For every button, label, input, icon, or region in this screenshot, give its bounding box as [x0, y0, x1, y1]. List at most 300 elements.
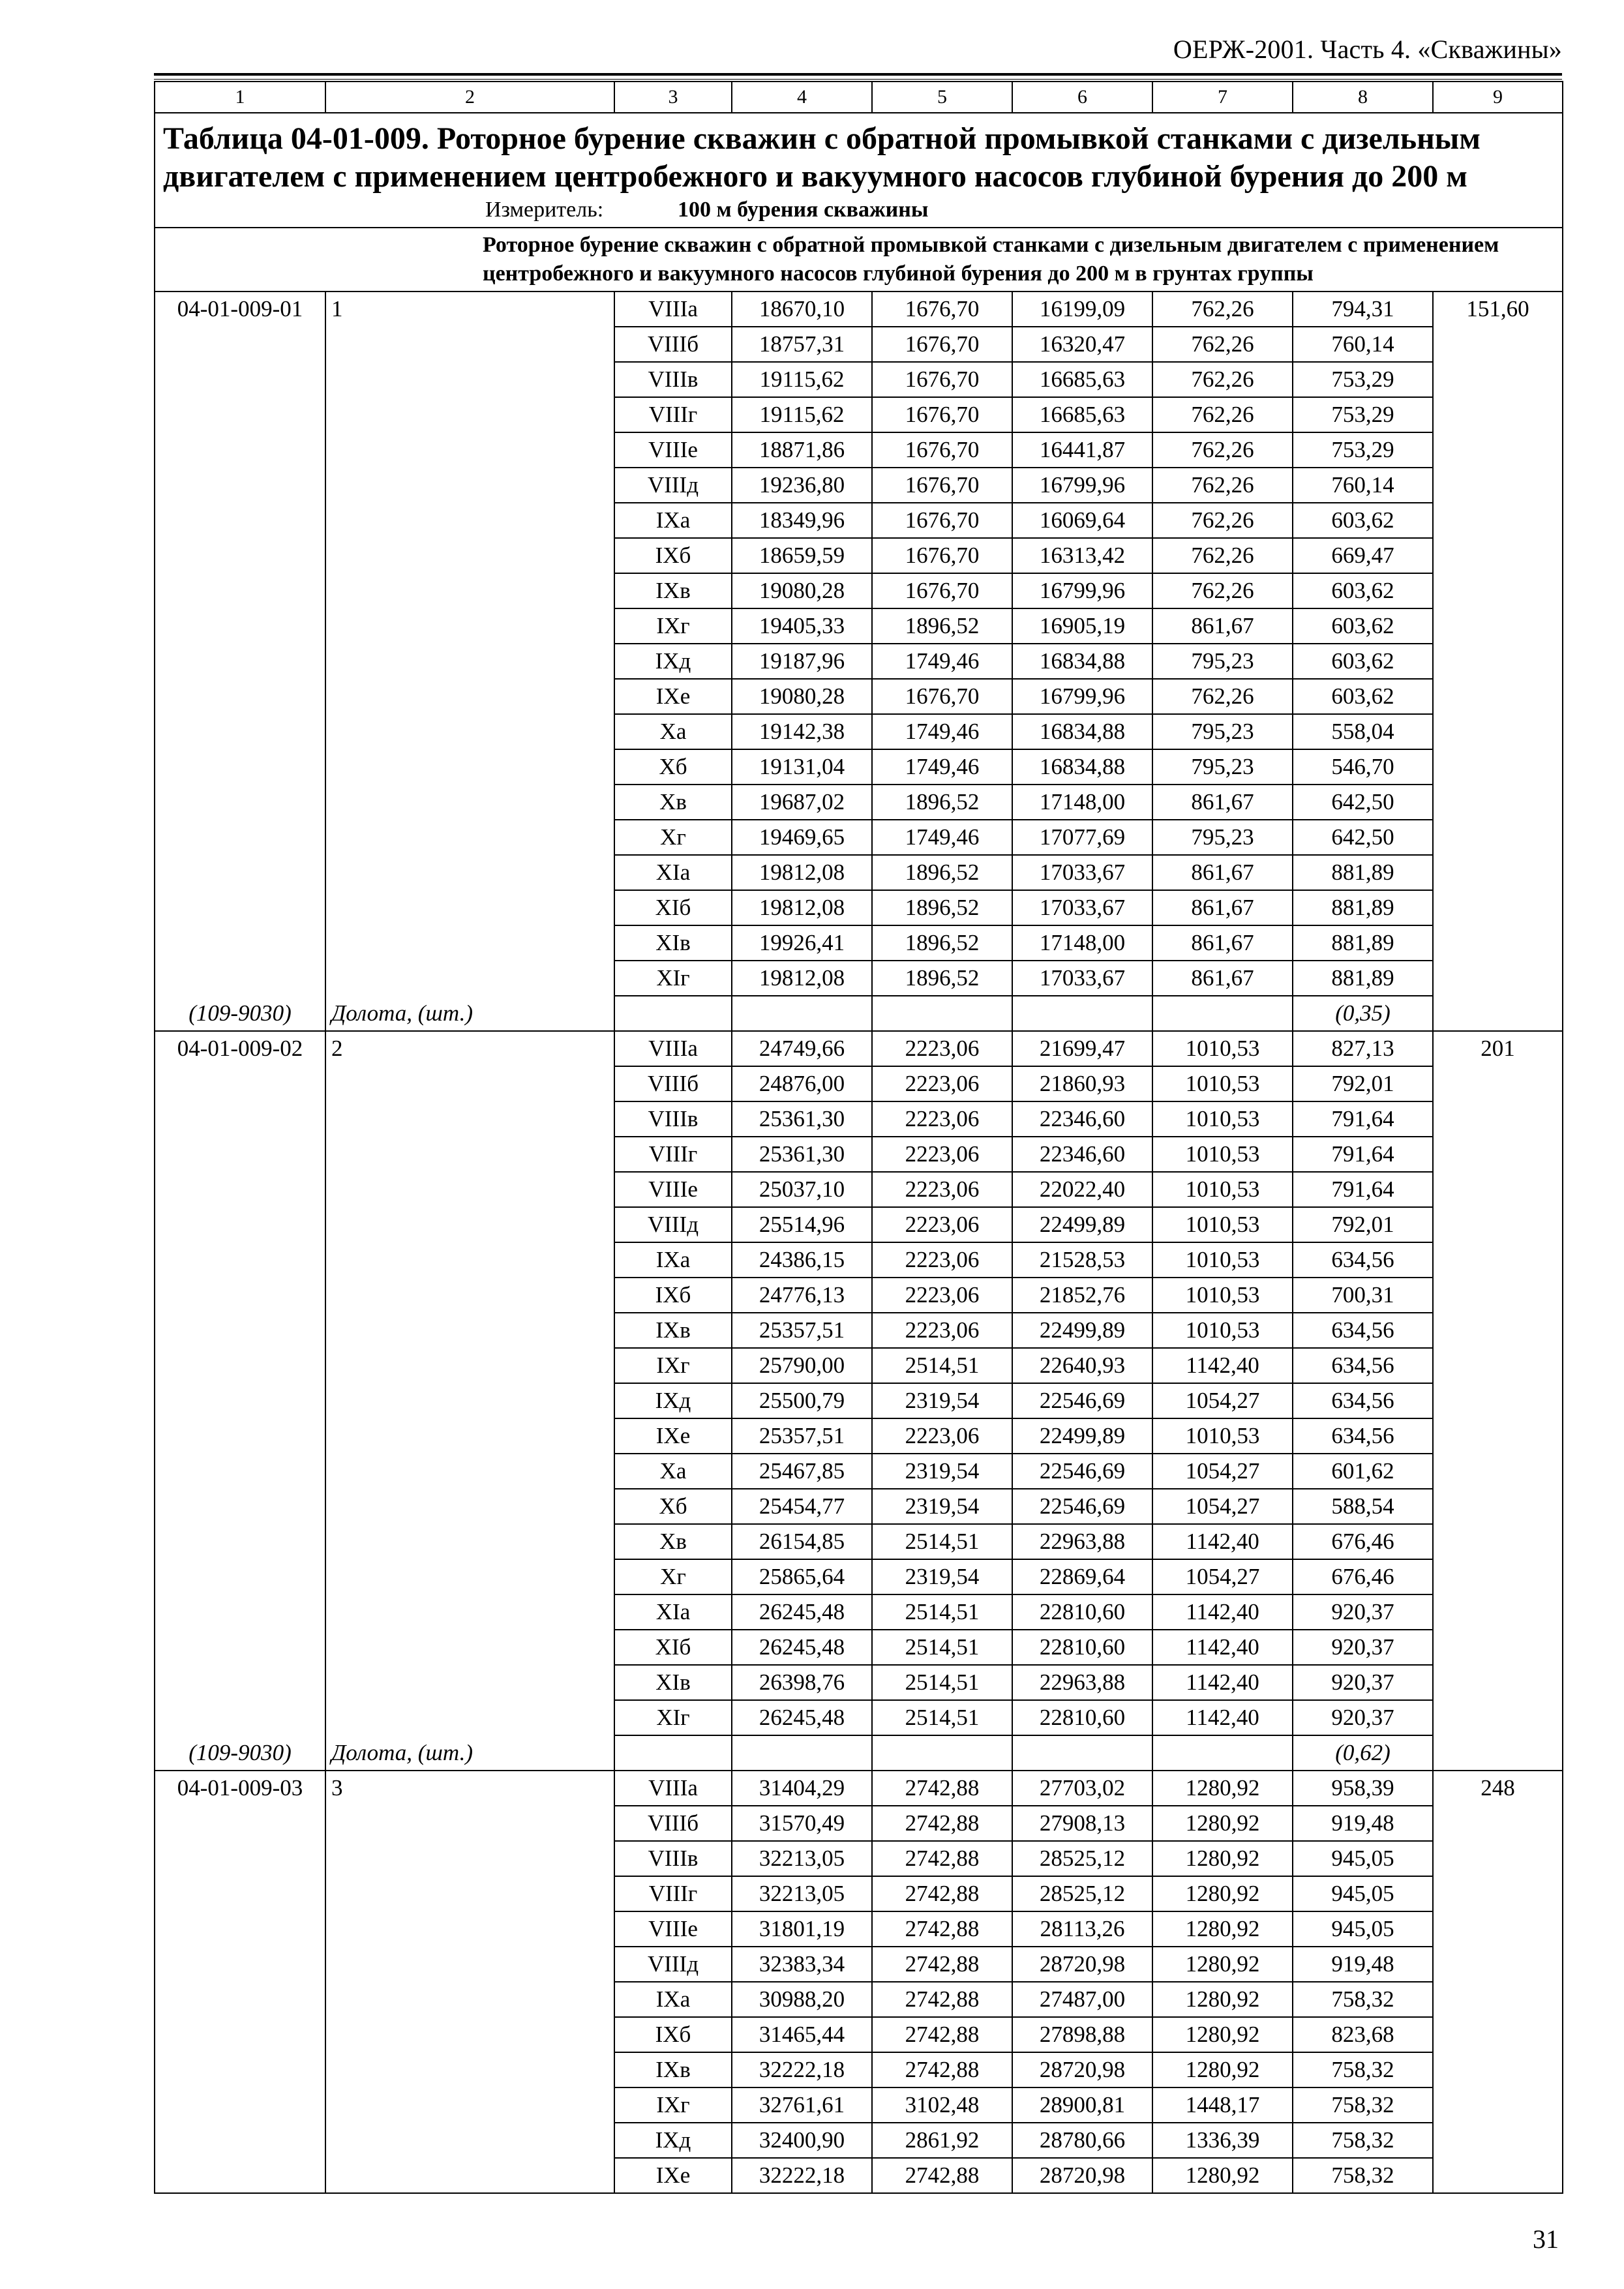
machine-operation: 16320,47 [1012, 327, 1152, 362]
machine-wages: 1142,40 [1152, 1348, 1293, 1383]
empty-cell [1152, 996, 1293, 1031]
labor-wages: 2742,88 [872, 2158, 1012, 2193]
machine-operation: 16313,42 [1012, 538, 1152, 573]
price-table [154, 81, 1563, 2194]
machine-operation: 22810,60 [1012, 1630, 1152, 1665]
labor-wages: 2861,92 [872, 2123, 1012, 2158]
machine-wages: 1142,40 [1152, 1524, 1293, 1559]
empty-cell [872, 996, 1012, 1031]
machine-operation: 28720,98 [1012, 2052, 1152, 2087]
materials: 634,56 [1293, 1383, 1433, 1418]
header-rule [154, 73, 1562, 76]
machine-operation: 16799,96 [1012, 679, 1152, 714]
total-cost: 19080,28 [732, 679, 872, 714]
machine-wages: 1054,27 [1152, 1489, 1293, 1524]
machine-wages: 1010,53 [1152, 1101, 1293, 1137]
rate-code: 04-01-009-03 [177, 1775, 303, 1801]
empty-cell [1152, 1735, 1293, 1771]
materials: 669,47 [1293, 538, 1433, 573]
labor-cost: 151,60 [1466, 296, 1529, 322]
labor-wages: 1676,70 [872, 468, 1012, 503]
table-row [155, 292, 1563, 327]
machine-operation: 22963,88 [1012, 1665, 1152, 1700]
column-number: 5 [872, 82, 1012, 113]
empty-cell [614, 996, 732, 1031]
machine-operation: 22346,60 [1012, 1137, 1152, 1172]
column-number: 1 [155, 82, 325, 113]
machine-wages: 762,26 [1152, 327, 1293, 362]
soil-group: VIIIв [614, 1101, 732, 1137]
machine-wages: 1010,53 [1152, 1066, 1293, 1101]
machine-wages: 1280,92 [1152, 1911, 1293, 1947]
materials: 558,04 [1293, 714, 1433, 749]
resource-value: (0,35) [1293, 996, 1433, 1031]
machine-wages: 1010,53 [1152, 1418, 1293, 1454]
materials: 791,64 [1293, 1172, 1433, 1207]
soil-group: IXд [614, 1383, 732, 1418]
rate-code-cell [155, 1771, 325, 2193]
soil-group: Xг [614, 820, 732, 855]
machine-wages: 1280,92 [1152, 1876, 1293, 1911]
machine-operation: 16685,63 [1012, 397, 1152, 432]
materials: 601,62 [1293, 1454, 1433, 1489]
total-cost: 31465,44 [732, 2017, 872, 2052]
soil-group: IXа [614, 1242, 732, 1278]
machine-wages: 1010,53 [1152, 1031, 1293, 1066]
materials: 881,89 [1293, 890, 1433, 925]
rate-number-cell [325, 1771, 614, 2193]
total-cost: 19236,80 [732, 468, 872, 503]
total-cost: 19405,33 [732, 608, 872, 644]
labor-wages: 1676,70 [872, 362, 1012, 397]
labor-wages: 1676,70 [872, 679, 1012, 714]
labor-wages: 2742,88 [872, 1876, 1012, 1911]
total-cost: 25467,85 [732, 1454, 872, 1489]
labor-wages: 1676,70 [872, 573, 1012, 608]
total-cost: 18659,59 [732, 538, 872, 573]
total-cost: 24776,13 [732, 1278, 872, 1313]
soil-group: Xб [614, 749, 732, 785]
labor-wages: 2223,06 [872, 1031, 1012, 1066]
labor-wages: 2319,54 [872, 1454, 1012, 1489]
materials: 603,62 [1293, 679, 1433, 714]
total-cost: 25361,30 [732, 1137, 872, 1172]
running-header: ОЕРЖ-2001. Часть 4. «Скважины» [1173, 35, 1562, 64]
materials: 588,54 [1293, 1489, 1433, 1524]
machine-operation: 16199,09 [1012, 292, 1152, 327]
soil-group: VIIIб [614, 1066, 732, 1101]
materials: 920,37 [1293, 1665, 1433, 1700]
machine-wages: 861,67 [1152, 890, 1293, 925]
total-cost: 19080,28 [732, 573, 872, 608]
labor-wages: 1676,70 [872, 538, 1012, 573]
materials: 958,39 [1293, 1771, 1433, 1806]
soil-group: IXб [614, 1278, 732, 1313]
total-cost: 25865,64 [732, 1559, 872, 1594]
machine-operation: 21852,76 [1012, 1278, 1152, 1313]
materials: 603,62 [1293, 644, 1433, 679]
unit-value: 100 м бурения скважины [678, 198, 929, 222]
table-row [155, 1771, 1563, 1806]
machine-wages: 1280,92 [1152, 1947, 1293, 1982]
machine-operation: 28113,26 [1012, 1911, 1152, 1947]
total-cost: 26245,48 [732, 1630, 872, 1665]
soil-group: XIа [614, 1594, 732, 1630]
labor-wages: 2742,88 [872, 2052, 1012, 2087]
labor-wages: 2514,51 [872, 1594, 1012, 1630]
machine-operation: 17148,00 [1012, 785, 1152, 820]
total-cost: 19812,08 [732, 961, 872, 996]
total-cost: 32222,18 [732, 2158, 872, 2193]
soil-group: IXв [614, 573, 732, 608]
soil-group: VIIIв [614, 1841, 732, 1876]
materials: 945,05 [1293, 1876, 1433, 1911]
machine-operation: 16905,19 [1012, 608, 1152, 644]
soil-group: VIIIв [614, 362, 732, 397]
machine-operation: 28525,12 [1012, 1876, 1152, 1911]
labor-wages: 2223,06 [872, 1101, 1012, 1137]
machine-wages: 1054,27 [1152, 1559, 1293, 1594]
table-subtitle: Роторное бурение скважин с обратной промывкой станками с дизельным двигателем с применением центробежного и вакуумного насосов глубиной бурения до 200 м в грунтах группы [483, 233, 1499, 286]
soil-group: VIIIа [614, 1031, 732, 1066]
total-cost: 25500,79 [732, 1383, 872, 1418]
total-cost: 26245,48 [732, 1700, 872, 1735]
materials: 881,89 [1293, 925, 1433, 961]
machine-wages: 1010,53 [1152, 1207, 1293, 1242]
machine-operation: 16834,88 [1012, 644, 1152, 679]
total-cost: 32400,90 [732, 2123, 872, 2158]
machine-wages: 795,23 [1152, 820, 1293, 855]
labor-wages: 1749,46 [872, 714, 1012, 749]
labor-wages: 2223,06 [872, 1137, 1012, 1172]
materials: 827,13 [1293, 1031, 1433, 1066]
machine-operation: 17033,67 [1012, 855, 1152, 890]
machine-wages: 861,67 [1152, 785, 1293, 820]
materials: 758,32 [1293, 2052, 1433, 2087]
materials: 823,68 [1293, 2017, 1433, 2052]
resource-code: (109-9030) [188, 1000, 292, 1026]
machine-wages: 762,26 [1152, 503, 1293, 538]
soil-group: IXа [614, 503, 732, 538]
labor-wages: 2514,51 [872, 1700, 1012, 1735]
soil-group: IXг [614, 1348, 732, 1383]
total-cost: 18871,86 [732, 432, 872, 468]
total-cost: 18757,31 [732, 327, 872, 362]
machine-operation: 17033,67 [1012, 961, 1152, 996]
soil-group: IXд [614, 2123, 732, 2158]
labor-wages: 2742,88 [872, 1841, 1012, 1876]
machine-wages: 762,26 [1152, 292, 1293, 327]
machine-operation: 21860,93 [1012, 1066, 1152, 1101]
total-cost: 26398,76 [732, 1665, 872, 1700]
materials: 676,46 [1293, 1559, 1433, 1594]
rate-number: 2 [331, 1036, 343, 1061]
labor-wages: 2223,06 [872, 1066, 1012, 1101]
labor-wages: 1896,52 [872, 961, 1012, 996]
materials: 919,48 [1293, 1806, 1433, 1841]
machine-wages: 1142,40 [1152, 1594, 1293, 1630]
machine-wages: 1010,53 [1152, 1137, 1293, 1172]
labor-wages: 2514,51 [872, 1665, 1012, 1700]
labor-wages: 1676,70 [872, 432, 1012, 468]
materials: 758,32 [1293, 2123, 1433, 2158]
labor-wages: 1896,52 [872, 925, 1012, 961]
soil-group: XIг [614, 961, 732, 996]
machine-wages: 1054,27 [1152, 1383, 1293, 1418]
machine-operation: 17148,00 [1012, 925, 1152, 961]
total-cost: 18349,96 [732, 503, 872, 538]
soil-group: IXе [614, 679, 732, 714]
labor-wages: 2223,06 [872, 1172, 1012, 1207]
machine-wages: 1280,92 [1152, 1982, 1293, 2017]
labor-cost-cell [1433, 1771, 1563, 2193]
machine-wages: 762,26 [1152, 362, 1293, 397]
total-cost: 32761,61 [732, 2087, 872, 2123]
materials: 546,70 [1293, 749, 1433, 785]
machine-wages: 762,26 [1152, 397, 1293, 432]
machine-operation: 21528,53 [1012, 1242, 1152, 1278]
soil-group: Xв [614, 1524, 732, 1559]
machine-wages: 1336,39 [1152, 2123, 1293, 2158]
materials: 700,31 [1293, 1278, 1433, 1313]
labor-wages: 2319,54 [872, 1559, 1012, 1594]
materials: 791,64 [1293, 1101, 1433, 1137]
machine-operation: 16834,88 [1012, 749, 1152, 785]
soil-group: IXд [614, 644, 732, 679]
labor-wages: 1749,46 [872, 644, 1012, 679]
labor-wages: 2223,06 [872, 1242, 1012, 1278]
table-row [155, 1031, 1563, 1066]
materials: 881,89 [1293, 855, 1433, 890]
labor-wages: 2223,06 [872, 1418, 1012, 1454]
total-cost: 19812,08 [732, 890, 872, 925]
materials: 758,32 [1293, 2158, 1433, 2193]
soil-group: IXе [614, 1418, 732, 1454]
machine-operation: 16069,64 [1012, 503, 1152, 538]
table-subtitle-cell [155, 228, 1563, 292]
soil-group: VIIIе [614, 432, 732, 468]
machine-wages: 861,67 [1152, 855, 1293, 890]
machine-wages: 1010,53 [1152, 1278, 1293, 1313]
labor-wages: 1749,46 [872, 749, 1012, 785]
labor-wages: 1676,70 [872, 327, 1012, 362]
total-cost: 25454,77 [732, 1489, 872, 1524]
machine-operation: 27908,13 [1012, 1806, 1152, 1841]
labor-wages: 2742,88 [872, 1911, 1012, 1947]
resource-name: Долота, (шт.) [331, 1740, 473, 1765]
machine-operation: 16799,96 [1012, 573, 1152, 608]
labor-cost: 201 [1481, 1036, 1515, 1061]
total-cost: 25357,51 [732, 1418, 872, 1454]
machine-wages: 1448,17 [1152, 2087, 1293, 2123]
empty-cell [732, 1735, 872, 1771]
machine-operation: 22346,60 [1012, 1101, 1152, 1137]
machine-wages: 1142,40 [1152, 1700, 1293, 1735]
labor-wages: 1676,70 [872, 292, 1012, 327]
machine-wages: 1054,27 [1152, 1454, 1293, 1489]
labor-wages: 1676,70 [872, 397, 1012, 432]
rate-code-cell [155, 292, 325, 1031]
materials: 945,05 [1293, 1841, 1433, 1876]
labor-wages: 1749,46 [872, 820, 1012, 855]
materials: 753,29 [1293, 362, 1433, 397]
empty-cell [1012, 1735, 1152, 1771]
table-subtitle-row [155, 228, 1563, 292]
soil-group: VIIIб [614, 1806, 732, 1841]
machine-wages: 762,26 [1152, 679, 1293, 714]
total-cost: 25514,96 [732, 1207, 872, 1242]
soil-group: VIIIе [614, 1172, 732, 1207]
machine-wages: 1280,92 [1152, 1841, 1293, 1876]
total-cost: 19142,38 [732, 714, 872, 749]
labor-wages: 1896,52 [872, 785, 1012, 820]
total-cost: 19131,04 [732, 749, 872, 785]
labor-wages: 2319,54 [872, 1489, 1012, 1524]
column-number: 8 [1293, 82, 1433, 113]
labor-wages: 2514,51 [872, 1348, 1012, 1383]
labor-wages: 2514,51 [872, 1630, 1012, 1665]
machine-wages: 1280,92 [1152, 2158, 1293, 2193]
soil-group: IXб [614, 538, 732, 573]
materials: 791,64 [1293, 1137, 1433, 1172]
materials: 792,01 [1293, 1207, 1433, 1242]
machine-operation: 22963,88 [1012, 1524, 1152, 1559]
unit-label: Измеритель: [485, 198, 604, 222]
materials: 758,32 [1293, 2087, 1433, 2123]
soil-group: XIб [614, 1630, 732, 1665]
labor-wages: 2223,06 [872, 1313, 1012, 1348]
machine-wages: 1280,92 [1152, 2017, 1293, 2052]
soil-group: VIIIг [614, 1876, 732, 1911]
materials: 634,56 [1293, 1242, 1433, 1278]
total-cost: 24876,00 [732, 1066, 872, 1101]
machine-operation: 28720,98 [1012, 1947, 1152, 1982]
total-cost: 25357,51 [732, 1313, 872, 1348]
materials: 634,56 [1293, 1348, 1433, 1383]
machine-operation: 17077,69 [1012, 820, 1152, 855]
materials: 603,62 [1293, 573, 1433, 608]
soil-group: Xв [614, 785, 732, 820]
machine-wages: 1142,40 [1152, 1665, 1293, 1700]
soil-group: VIIIг [614, 397, 732, 432]
machine-wages: 795,23 [1152, 644, 1293, 679]
machine-operation: 22499,89 [1012, 1207, 1152, 1242]
soil-group: IXа [614, 1982, 732, 2017]
materials: 792,01 [1293, 1066, 1433, 1101]
machine-operation: 22810,60 [1012, 1700, 1152, 1735]
machine-operation: 22810,60 [1012, 1594, 1152, 1630]
soil-group: IXб [614, 2017, 732, 2052]
materials: 919,48 [1293, 1947, 1433, 1982]
labor-wages: 2742,88 [872, 1947, 1012, 1982]
total-cost: 32222,18 [732, 2052, 872, 2087]
machine-wages: 1010,53 [1152, 1313, 1293, 1348]
total-cost: 19187,96 [732, 644, 872, 679]
empty-cell [872, 1735, 1012, 1771]
machine-operation: 16834,88 [1012, 714, 1152, 749]
soil-group: XIв [614, 925, 732, 961]
soil-group: IXв [614, 2052, 732, 2087]
machine-operation: 22499,89 [1012, 1418, 1152, 1454]
materials: 642,50 [1293, 785, 1433, 820]
materials: 634,56 [1293, 1418, 1433, 1454]
total-cost: 31801,19 [732, 1911, 872, 1947]
unit-of-measure [163, 196, 1557, 224]
machine-operation: 22546,69 [1012, 1489, 1152, 1524]
machine-operation: 17033,67 [1012, 890, 1152, 925]
materials: 920,37 [1293, 1630, 1433, 1665]
total-cost: 30988,20 [732, 1982, 872, 2017]
machine-wages: 762,26 [1152, 538, 1293, 573]
rate-code-cell [155, 1031, 325, 1771]
labor-wages: 1896,52 [872, 608, 1012, 644]
table-title: Таблица 04-01-009. Роторное бурение скважин с обратной промывкой станками с дизельным двигателем с применением центробежного и вакуумного насосов глубиной бурения до 200 м [163, 121, 1481, 194]
machine-wages: 762,26 [1152, 573, 1293, 608]
labor-cost-cell [1433, 292, 1563, 1031]
total-cost: 25037,10 [732, 1172, 872, 1207]
machine-operation: 28780,66 [1012, 2123, 1152, 2158]
machine-wages: 1010,53 [1152, 1172, 1293, 1207]
soil-group: VIIIа [614, 1771, 732, 1806]
total-cost: 19469,65 [732, 820, 872, 855]
materials: 753,29 [1293, 432, 1433, 468]
empty-cell [614, 1735, 732, 1771]
machine-operation: 22869,64 [1012, 1559, 1152, 1594]
labor-wages: 2742,88 [872, 1982, 1012, 2017]
materials: 794,31 [1293, 292, 1433, 327]
total-cost: 19115,62 [732, 397, 872, 432]
labor-wages: 3102,48 [872, 2087, 1012, 2123]
soil-group: VIIIа [614, 292, 732, 327]
rate-number-cell [325, 1031, 614, 1771]
empty-cell [732, 996, 872, 1031]
materials: 881,89 [1293, 961, 1433, 996]
total-cost: 31570,49 [732, 1806, 872, 1841]
machine-operation: 16441,87 [1012, 432, 1152, 468]
machine-operation: 16799,96 [1012, 468, 1152, 503]
materials: 753,29 [1293, 397, 1433, 432]
materials: 603,62 [1293, 503, 1433, 538]
labor-wages: 2742,88 [872, 2017, 1012, 2052]
rate-code: 04-01-009-02 [177, 1036, 303, 1061]
machine-wages: 1280,92 [1152, 2052, 1293, 2087]
rate-number: 3 [331, 1775, 343, 1801]
machine-wages: 795,23 [1152, 714, 1293, 749]
soil-group: VIIIд [614, 1947, 732, 1982]
soil-group: Xа [614, 1454, 732, 1489]
column-number: 9 [1433, 82, 1563, 113]
soil-group: IXг [614, 2087, 732, 2123]
machine-operation: 27487,00 [1012, 1982, 1152, 2017]
total-cost: 25790,00 [732, 1348, 872, 1383]
machine-operation: 27898,88 [1012, 2017, 1152, 2052]
machine-operation: 28525,12 [1012, 1841, 1152, 1876]
machine-operation: 22022,40 [1012, 1172, 1152, 1207]
soil-group: Xг [614, 1559, 732, 1594]
materials: 920,37 [1293, 1594, 1433, 1630]
machine-operation: 28720,98 [1012, 2158, 1152, 2193]
machine-wages: 762,26 [1152, 432, 1293, 468]
soil-group: Xа [614, 714, 732, 749]
machine-wages: 1280,92 [1152, 1806, 1293, 1841]
soil-group: XIг [614, 1700, 732, 1735]
machine-operation: 21699,47 [1012, 1031, 1152, 1066]
total-cost: 24749,66 [732, 1031, 872, 1066]
resource-code: (109-9030) [188, 1740, 292, 1765]
soil-group: XIв [614, 1665, 732, 1700]
machine-operation: 27703,02 [1012, 1771, 1152, 1806]
labor-wages: 1676,70 [872, 503, 1012, 538]
